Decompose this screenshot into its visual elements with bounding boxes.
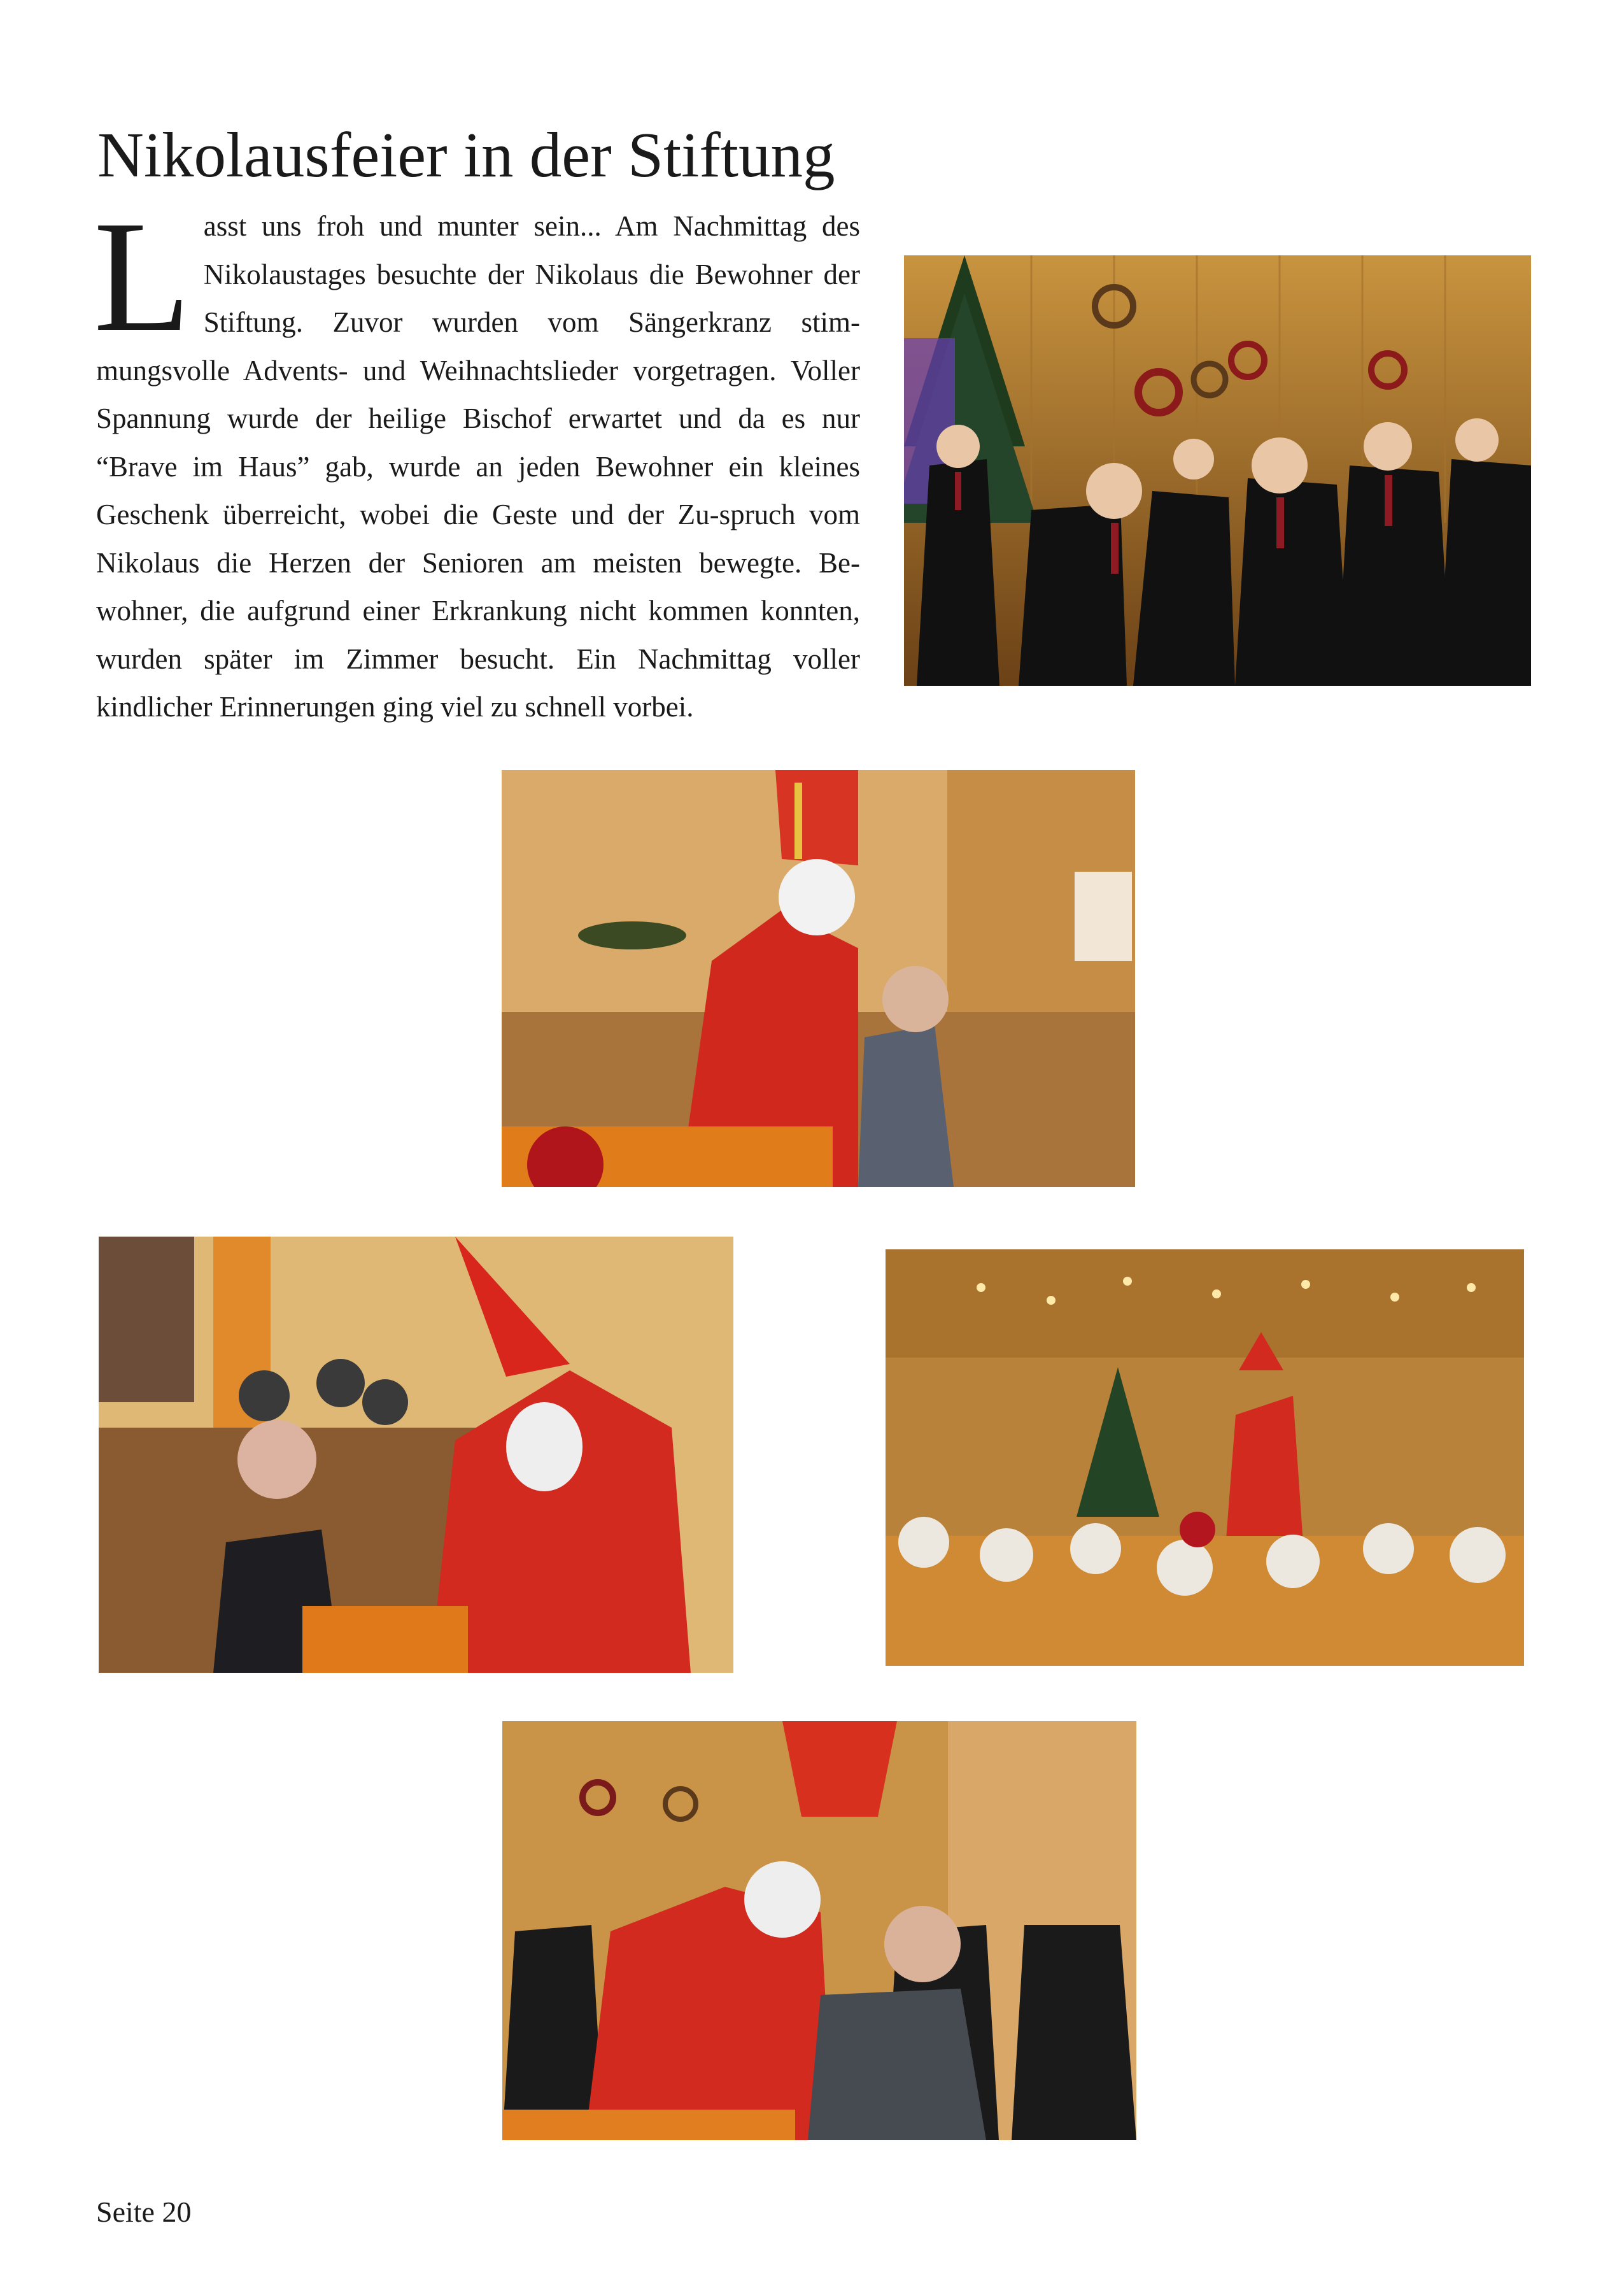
- photo-choir: [904, 255, 1531, 686]
- photo-hall-overview: [886, 1249, 1524, 1666]
- page-title: Nikolausfeier in der Stiftung: [97, 119, 835, 190]
- photo-nikolaus-greeting-1: [502, 770, 1135, 1187]
- photo-nikolaus-greeting-2: [99, 1237, 733, 1673]
- article-body: [94, 188, 860, 732]
- photo-nikolaus-greeting-3: [502, 1721, 1136, 2140]
- dropcap-letter: L: [94, 188, 191, 365]
- article-text: asst uns froh und munter sein... Am Nachmittag des Nikolaustages besuchte der Nikolaus die Bewohner der Stiftung. Zuvor wurden vom Sängerkranz stimmungsvolle Advents- und Weihnachtslieder vorgetragen. Voller Spannung wurde der heilige Bischof erwartet und da es nur “Brave im Haus” gab, wurde an jeden Bewohner ein kleines Geschenk überreicht, wobei die Geste und der Zu-spruch vom Nikolaus die Herzen der Senioren am meisten bewegte. Bewohner, die aufgrund einer Erkrankung nicht kommen konnten, wurden später im Zimmer besucht. Ein Nachmittag voller kindlicher Erinnerungen ging viel zu schnell vorbei.: [96, 210, 860, 723]
- page-number: Seite 20: [96, 2196, 192, 2228]
